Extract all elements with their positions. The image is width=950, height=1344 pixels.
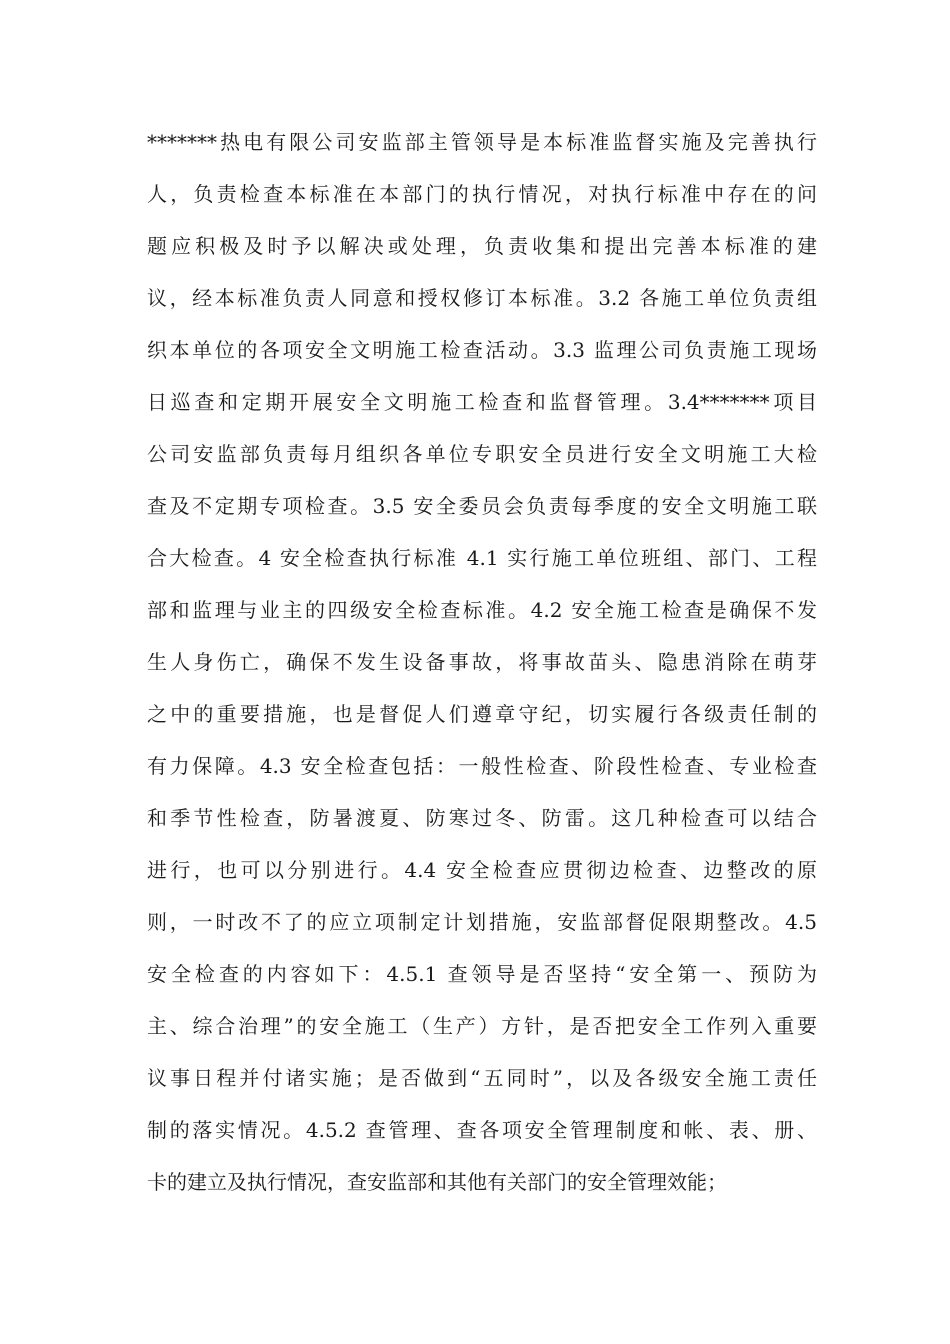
- text-line: 安全检查的内容如下：4.5.1 查领导是否坚持“安全第一、预防为: [147, 962, 817, 986]
- body-text: [147, 116, 817, 1208]
- text-line: 生人身伤亡，确保不发生设备事故，将事故苗头、隐患消除在萌芽: [147, 650, 817, 674]
- text-line: 织本单位的各项安全文明施工检查活动。3.3 监理公司负责施工现场: [147, 338, 817, 362]
- text-line: 议事日程并付诸实施；是否做到“五同时”，以及各级安全施工责任: [147, 1066, 817, 1090]
- text-line: 有力保障。4.3 安全检查包括：一般性检查、阶段性检查、专业检查: [147, 754, 817, 778]
- text-line: 则，一时改不了的应立项制定计划措施，安监部督促限期整改。4.5: [147, 910, 817, 934]
- text-line: 进行，也可以分别进行。4.4 安全检查应贯彻边检查、边整改的原: [147, 858, 817, 882]
- text-line: 查及不定期专项检查。3.5 安全委员会负责每季度的安全文明施工联: [147, 494, 817, 518]
- text-line: 制的落实情况。4.5.2 查管理、查各项安全管理制度和帐、表、册、: [147, 1118, 817, 1142]
- text-line: 议，经本标准负责人同意和授权修订本标准。3.2 各施工单位负责组: [147, 286, 817, 310]
- text-line: 卡的建立及执行情况，查安监部和其他有关部门的安全管理效能；: [147, 1170, 727, 1194]
- text-line: 题应积极及时予以解决或处理，负责收集和提出完善本标准的建: [147, 234, 817, 258]
- text-line: 日巡查和定期开展安全文明施工检查和监督管理。3.4*******项目: [147, 390, 817, 414]
- text-line: 公司安监部负责每月组织各单位专职安全员进行安全文明施工大检: [147, 442, 817, 466]
- text-line: 主、综合治理”的安全施工（生产）方针，是否把安全工作列入重要: [147, 1014, 817, 1038]
- text-line: 和季节性检查，防暑渡夏、防寒过冬、防雷。这几种检查可以结合: [147, 806, 817, 830]
- text-line: *******热电有限公司安监部主管领导是本标准监督实施及完善执行: [147, 130, 817, 154]
- text-line: 部和监理与业主的四级安全检查标准。4.2 安全施工检查是确保不发: [147, 598, 817, 622]
- text-line: 之中的重要措施，也是督促人们遵章守纪，切实履行各级责任制的: [147, 702, 817, 726]
- text-line: 合大检查。4 安全检查执行标准 4.1 实行施工单位班组、部门、工程: [147, 546, 817, 570]
- text-line: 人，负责检查本标准在本部门的执行情况，对执行标准中存在的问: [147, 182, 817, 206]
